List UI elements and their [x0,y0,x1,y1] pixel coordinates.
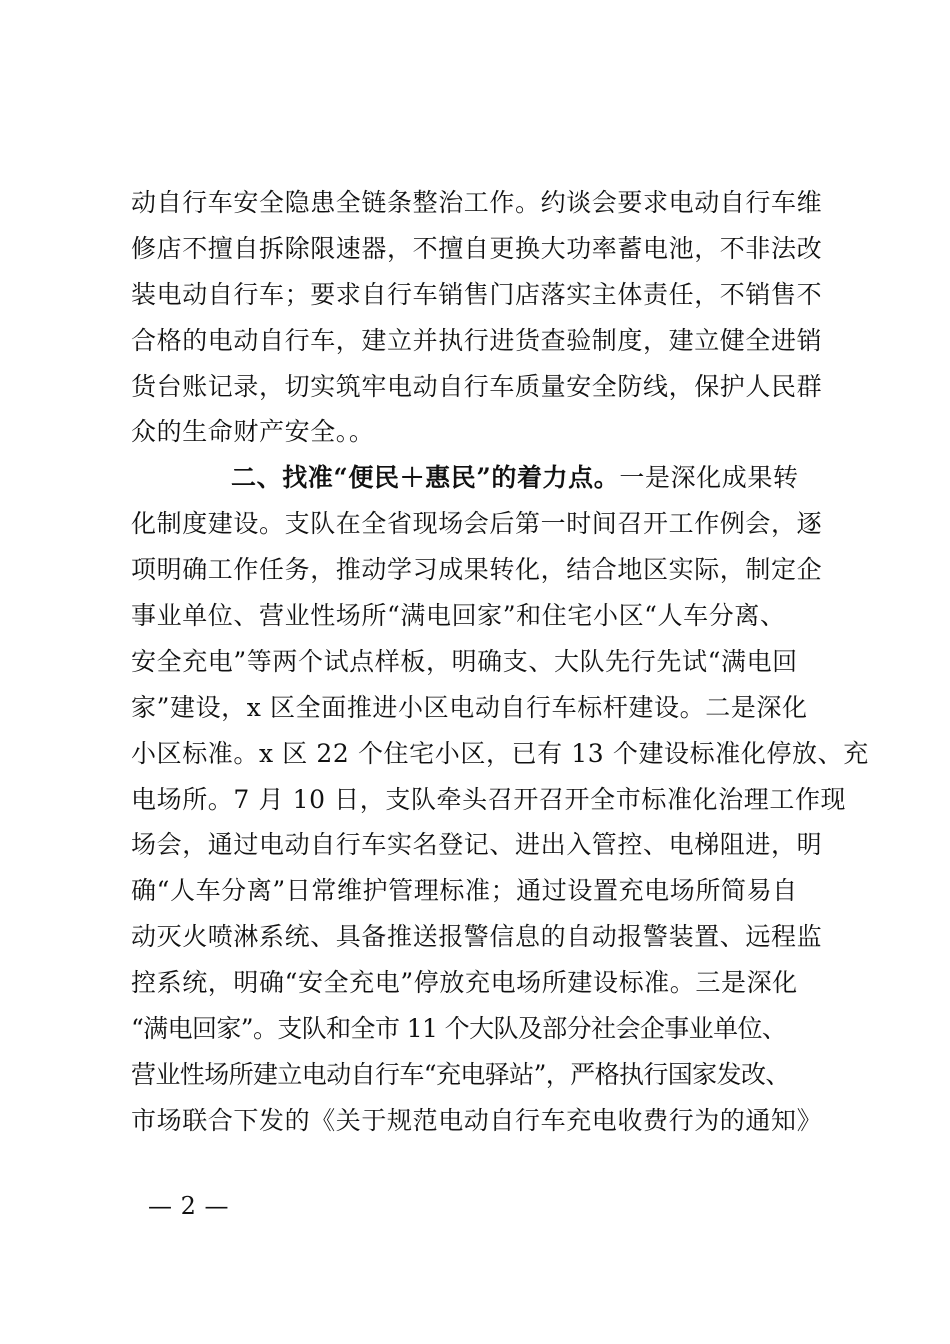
page-number: — 2 — [148,1192,230,1220]
text-line: 电场所。7 月 10 日，支队牵头召开召开全市标准化治理工作现 [131,784,847,814]
text-line: 场会，通过电动自行车实名登记、进出入管控、电梯阻进，明 [131,830,823,860]
text-line: 装电动自行车；要求自行车销售门店落实主体责任，不销售不 [131,279,823,309]
text-line: 项明确工作任务，推动学习成果转化，结合地区实际，制定企 [131,555,823,585]
text-line: 确“人车分离”日常维护管理标准；通过设置充电场所简易自 [131,876,798,906]
text-line: 市场联合下发的《关于规范电动自行车充电收费行为的通知》 [131,1105,823,1135]
text-line: 动自行车安全隐患全链条整治工作。约谈会要求电动自行车维 [131,188,823,217]
section-heading-line [131,455,831,501]
text-line: 动灭火喷淋系统、具备推送报警信息的自动报警装置、远程监 [131,922,823,952]
text-line: 控系统，明确“安全充电”停放充电场所建设标准。三是深化 [131,968,798,998]
text-line: 事业单位、营业性场所“满电回家”和住宅小区“人车分离、 [131,601,786,631]
text-line: 家”建设，x 区全面推进小区电动自行车标杆建设。二是深化 [131,692,808,722]
text-line: 修店不擅自拆除限速器，不擅自更换大功率蓄电池，不非法改 [131,233,823,263]
text-line: 化制度建设。支队在全省现场会后第一时间召开工作例会，逐 [131,509,823,539]
text-line: 营业性场所建立电动自行车“充电驿站”，严格执行国家发改、 [131,1059,790,1089]
text-line: 众的生命财产安全。。 [131,417,375,447]
section-heading: 二、找准“便民＋惠民”的着力点。 [231,463,620,493]
text-line: 安全充电”等两个试点样板，明确支、大队先行先试“满电回 [131,646,798,676]
text-line: 小区标准。x 区 22 个住宅小区，已有 13 个建设标准化停放、充 [131,738,869,768]
text-line: 货台账记录，切实筑牢电动自行车质量安全防线，保护人民群 [131,371,823,401]
body-text [131,180,869,1144]
section-heading-tail: 一是深化成果转 [619,463,799,493]
text-line: 合格的电动自行车，建立并执行进货查验制度，建立健全进销 [131,325,823,355]
text-line: “满电回家”。支队和全市 11 个大队及部分社会企事业单位、 [131,1014,787,1044]
